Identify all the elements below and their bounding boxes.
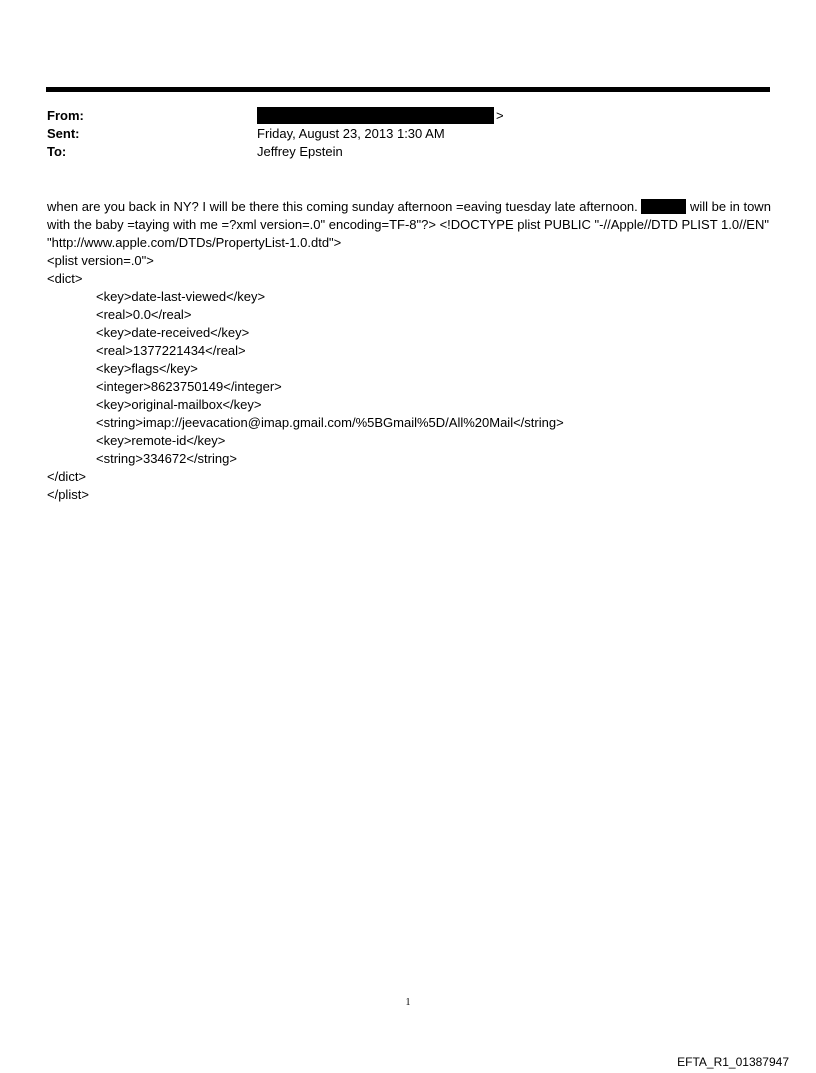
to-label: To: — [47, 144, 67, 159]
page-number: 1 — [405, 997, 411, 1008]
body-line: </dict> — [47, 469, 87, 484]
body-line: <key>remote-id</key> — [96, 433, 226, 448]
sent-row — [47, 125, 767, 143]
redaction-box — [257, 107, 494, 124]
bates-number: EFTA_R1_01387947 — [677, 1055, 789, 1069]
from-suffix: > — [496, 108, 504, 123]
body-text-part-1: when are you back in NY? I will be there this coming sunday afternoon =eaving tuesday late afternoon. — [47, 199, 642, 214]
body-line: <real>0.0</real> — [96, 307, 192, 322]
body-text-part-2: will be in town with the baby =taying with me =?xml version=.0" encoding=TF-8"?> <!DOCTYPE plist PUBLIC "-//Apple//DTD PLIST 1.0//EN" "http://www.apple.com/DTDs/PropertyList-1.0.dtd"> — [47, 199, 771, 250]
redaction-box — [641, 199, 686, 214]
sent-value: Friday, August 23, 2013 1:30 AM — [257, 126, 445, 141]
to-value: Jeffrey Epstein — [257, 144, 343, 159]
sent-label: Sent: — [47, 126, 80, 141]
body-line: <plist version=.0"> — [47, 253, 154, 268]
plist-block — [47, 252, 772, 504]
body-paragraph — [47, 198, 772, 252]
email-header — [47, 107, 767, 161]
to-row — [47, 143, 767, 161]
body-line: <key>date-last-viewed</key> — [96, 289, 266, 304]
header-rule — [46, 87, 770, 92]
body-line: <real>1377221434</real> — [96, 343, 246, 358]
body-line: <string>334672</string> — [96, 451, 237, 466]
from-label: From: — [47, 108, 84, 123]
body-line: <dict> — [47, 271, 83, 286]
body-line: <key>flags</key> — [96, 361, 198, 376]
body-line: <key>date-received</key> — [96, 325, 250, 340]
from-row — [47, 107, 767, 125]
body-line: </plist> — [47, 487, 89, 502]
body-line: <key>original-mailbox</key> — [96, 397, 262, 412]
body-line: <string>imap://jeevacation@imap.gmail.com/%5BGmail%5D/All%20Mail</string> — [96, 415, 564, 430]
body-line: <integer>8623750149</integer> — [96, 379, 282, 394]
email-body — [47, 198, 772, 504]
from-value — [257, 107, 504, 125]
